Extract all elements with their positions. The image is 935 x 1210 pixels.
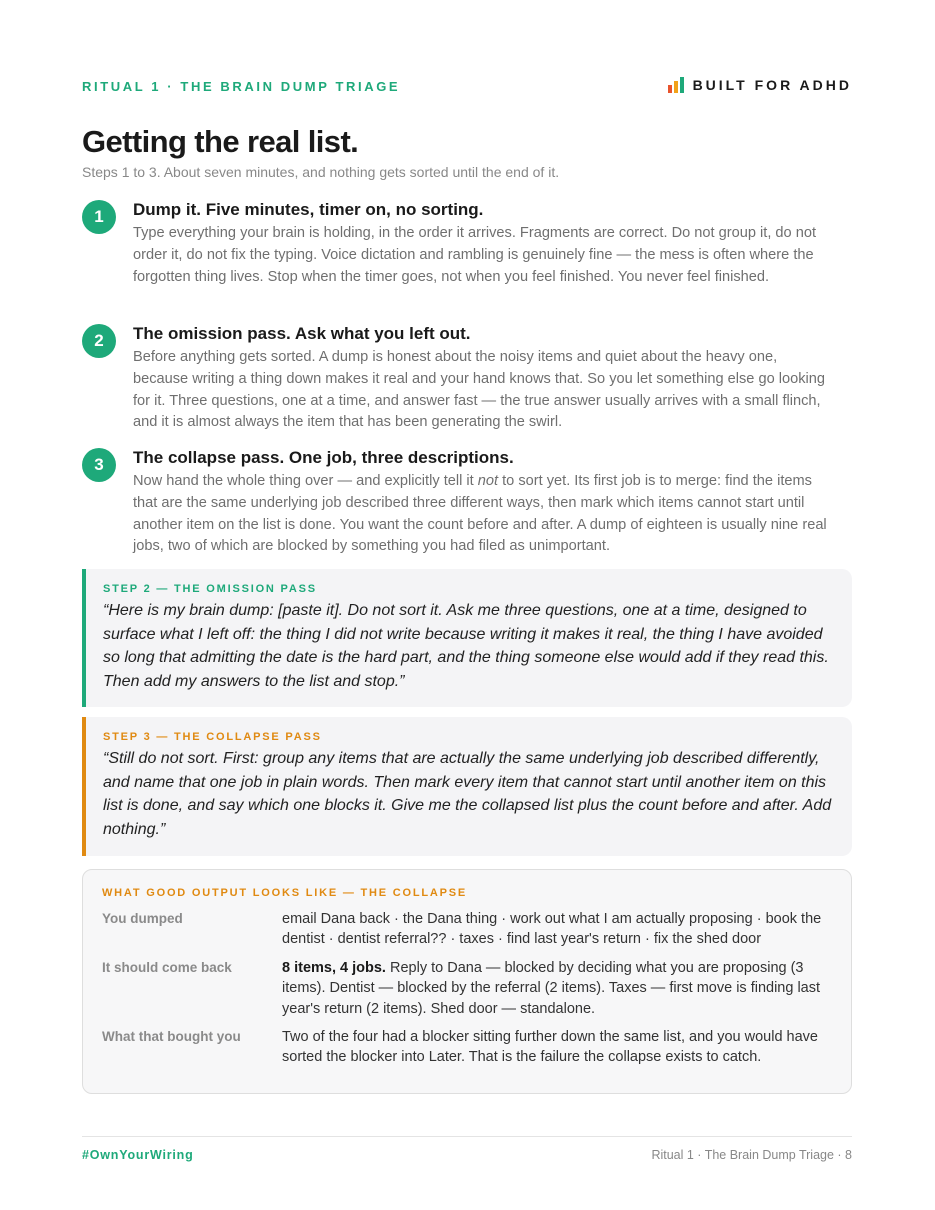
step-body [133, 471, 833, 558]
example-row-value [282, 958, 832, 1019]
step-2 [82, 323, 852, 434]
example-row-value: email Dana back · the Dana thing · work out what I am actually proposing · book the dentist · dentist referral?? · taxes · find last year's return · fix the shed door [282, 911, 822, 948]
bar-chart-icon [668, 77, 684, 93]
example-row-value: Two of the four had a blocker sitting further down the same list, and you would have sorted the blocker into Later. That is the failure the collapse exists to catch. [282, 1029, 818, 1066]
step-title: The collapse pass. One job, three descriptions. [133, 448, 514, 467]
example-row-value-emphasis: 8 items, 4 jobs. [282, 959, 386, 976]
prompt-text: “Here is my brain dump: [paste it]. Do not sort it. Ask me three questions, one at a time, designed to surface what I left off: the thing I did not write because writing it makes it real, the thing I have avoided so long that admitting the date is the hard part, and the thing someone else would add if they read this. Then add my answers to the list and stop.” [103, 602, 829, 690]
prompt-label: STEP 2 — THE OMISSION PASS [103, 583, 317, 595]
example-label: WHAT GOOD OUTPUT LOOKS LIKE — THE COLLAPSE [102, 887, 468, 899]
brand [668, 77, 852, 93]
step-body: Type everything your brain is holding, in the order it arrives. Fragments are correct. Do not group it, do not order it, do not fix the typing. Voice dictation and rambling is genuinely fine — the mess is often where the forgotten thing lives. Stop when the timer goes, not when you feel finished. You never feel finished. [133, 225, 816, 285]
step-body: Before anything gets sorted. A dump is honest about the noisy items and quiet about the heavy one, because writing a thing down makes it real and your hand knows that. So you let something else go looking for it. Three questions, one at a time, and answer fast — the true answer usually arrives with a small flinch, and it is almost always the item that has been generating the swirl. [133, 349, 825, 431]
step-body-text: to sort yet. Its first job is to merge: find the items that are the same underlying job described three different ways, then mark which items cannot start until another item on the list is done. You want the count before and after. A dump of eighteen is usually nine real jobs, two of which are blocked by something you had filed as unimportant. [133, 473, 827, 555]
example-row-key: It should come back [102, 959, 232, 975]
step-body-text: Now hand the whole thing over — and explicitly tell it [133, 473, 478, 489]
footer-hashtag: #OwnYourWiring [82, 1148, 194, 1162]
example-row-value-text: Reply to Dana — blocked by deciding what you are proposing (3 items). Dentist — blocked by the referral (2 items). Taxes — first move is finding last year's return (2 items). Shed door — standalone. [282, 959, 821, 1017]
prompt-label: STEP 3 — THE COLLAPSE PASS [103, 731, 322, 743]
step-number-badge: 3 [82, 448, 116, 482]
bar-chart-icon-bar [680, 77, 684, 93]
step-title: Dump it. Five minutes, timer on, no sorting. [133, 200, 484, 219]
example-row-comes-back [102, 958, 832, 1019]
example-output-card [82, 869, 852, 1094]
example-row-key: You dumped [102, 911, 183, 926]
bar-chart-icon-bar [668, 85, 672, 93]
example-row-key: What that bought you [102, 1029, 241, 1045]
step-3 [82, 447, 852, 558]
page-footer [82, 1136, 852, 1167]
example-row-bought [102, 1027, 832, 1068]
step-title: The omission pass. Ask what you left out. [133, 324, 471, 343]
bar-chart-icon-bar [674, 81, 678, 93]
page-header [82, 79, 852, 97]
step-number-badge: 1 [82, 200, 116, 234]
step-number-badge: 2 [82, 324, 116, 358]
prompt-card-omission [82, 569, 852, 707]
example-row-dumped [102, 909, 832, 950]
brand-label: BUILT FOR ADHD [692, 77, 852, 93]
page-subtitle: Steps 1 to 3. About seven minutes, and nothing gets sorted until the end of it. [82, 164, 560, 180]
page-title: Getting the real list. [82, 124, 359, 159]
step-1 [82, 199, 852, 288]
step-body-emphasis: not [477, 473, 499, 489]
footer-page-label: Ritual 1 · The Brain Dump Triage · 8 [651, 1148, 852, 1162]
prompt-card-collapse [82, 717, 852, 856]
prompt-text: “Still do not sort. First: group any items that are actually the same underlying job described differently, and name that one job in plain words. Then mark every item that cannot start until another item on this list is done, and say which one blocks it. Give me the collapsed list plus the count before and after. Add nothing.” [103, 750, 832, 838]
section-kicker: RITUAL 1 · THE BRAIN DUMP TRIAGE [82, 79, 401, 94]
